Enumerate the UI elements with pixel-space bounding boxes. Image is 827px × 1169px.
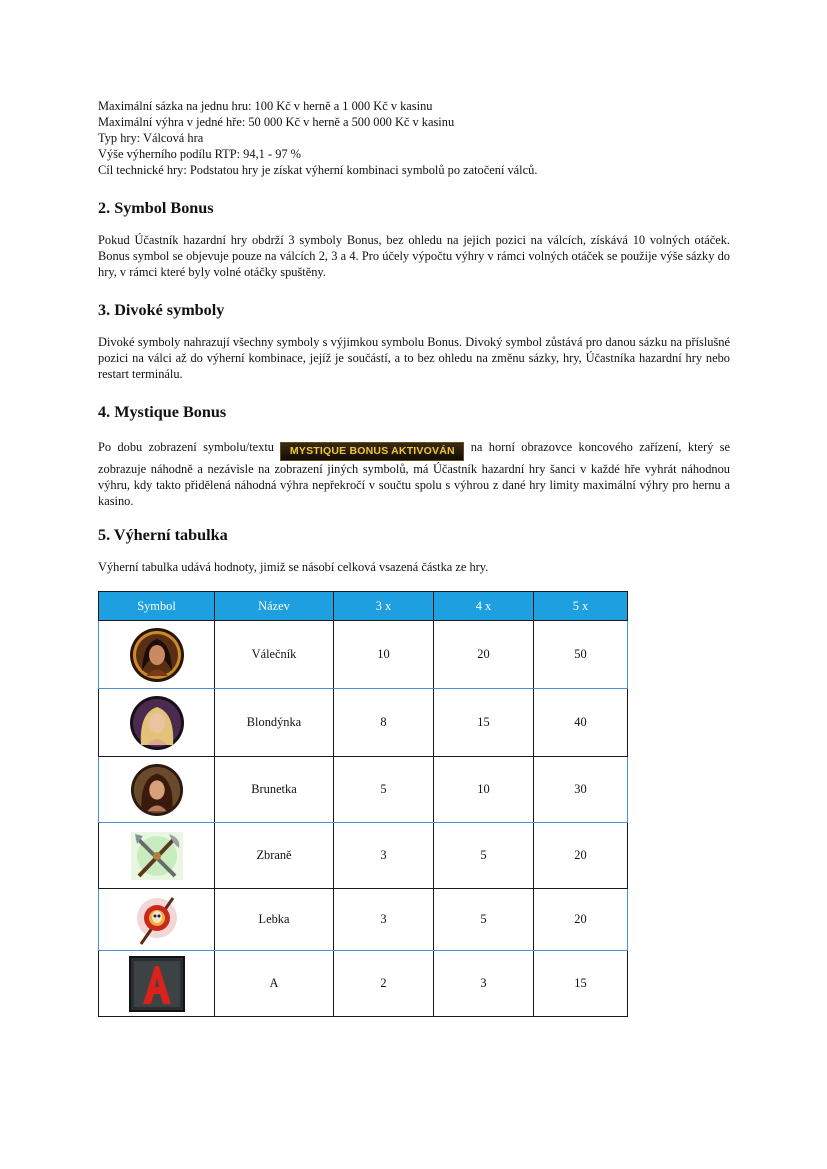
section-text: Výherní tabulka udává hodnoty, jimiž se násobí celková vsazená částka ze hry. — [98, 560, 489, 574]
symbol-cell — [99, 823, 215, 889]
info-game-type: Typ hry: Válcová hra — [98, 131, 204, 145]
skull-mace-icon — [129, 892, 185, 948]
table-row — [99, 757, 628, 823]
crossed-weapons-icon — [129, 830, 185, 882]
table-row — [99, 621, 628, 689]
payout-3x: 3 — [334, 889, 434, 951]
symbol-cell — [99, 889, 215, 951]
section-text: Pokud Účastník hazardní hry obdrží 3 symboly Bonus, bez ohledu na jejich pozici na válcích, získává 10 volných otáček. Bonus symbol se objevuje pouze na válcích 2, 3 a 4. Pro účely výpočtu výhry v rámci volných otáček se použije výše sázky do hry, v rámci které byly volné otáčky spuštěny. — [98, 233, 730, 279]
payout-4x: 3 — [434, 951, 534, 1017]
symbol-name: Zbraně — [215, 823, 334, 889]
info-max-win: Maximální výhra v jedné hře: 50 000 Kč v herně a 500 000 Kč v kasinu — [98, 115, 455, 129]
payout-3x: 2 — [334, 951, 434, 1017]
section-symbol-bonus — [98, 198, 730, 280]
header-4x: 4 x — [434, 592, 534, 621]
section-wild-symbols — [98, 300, 730, 382]
payout-4x: 5 — [434, 823, 534, 889]
info-rtp: Výše výherního podílu RTP: 94,1 - 97 % — [98, 147, 301, 161]
section-heading: 2. Symbol Bonus — [98, 199, 214, 217]
game-info — [98, 98, 537, 178]
symbol-cell — [99, 689, 215, 757]
symbol-cell — [99, 757, 215, 823]
symbol-name: Lebka — [215, 889, 334, 951]
section-paytable — [98, 525, 730, 575]
info-max-bet: Maximální sázka na jednu hru: 100 Kč v herně a 1 000 Kč v kasinu — [98, 99, 433, 113]
mystique-bonus-badge: MYSTIQUE BONUS AKTIVOVÁN — [280, 442, 464, 461]
payout-5x: 50 — [534, 621, 628, 689]
text-before-badge: Po dobu zobrazení symbolu/textu — [98, 440, 281, 454]
section-heading: 4. Mystique Bonus — [98, 403, 227, 421]
payout-3x: 10 — [334, 621, 434, 689]
section-heading: 3. Divoké symboly — [98, 301, 225, 319]
table-row — [99, 951, 628, 1017]
warrior-portrait-icon — [129, 627, 185, 683]
header-5x: 5 x — [534, 592, 628, 621]
header-symbol: Symbol — [99, 592, 215, 621]
section-text: Divoké symboly nahrazují všechny symboly s výjimkou symbolu Bonus. Divoký symbol zůstává pro danou sázku na příslušné pozici na válci až do výherní kombinace, jejíž je součástí, a to bez ohledu na změnu sázky, hry, Účastníka hazardní hry nebo restart terminálu. — [98, 335, 730, 381]
section-mystique-bonus — [98, 402, 730, 509]
header-3x: 3 x — [334, 592, 434, 621]
brunette-portrait-icon — [130, 763, 184, 817]
header-name: Název — [215, 592, 334, 621]
symbol-name: Blondýnka — [215, 689, 334, 757]
payout-4x: 5 — [434, 889, 534, 951]
letter-a-icon — [129, 956, 185, 1012]
payout-3x: 3 — [334, 823, 434, 889]
payout-4x: 20 — [434, 621, 534, 689]
payout-5x: 15 — [534, 951, 628, 1017]
table-row — [99, 889, 628, 951]
info-goal: Cíl technické hry: Podstatou hry je získat výherní kombinaci symbolů po zatočení válců. — [98, 163, 538, 177]
payout-4x: 15 — [434, 689, 534, 757]
paytable-header-row — [99, 592, 628, 621]
payout-3x: 5 — [334, 757, 434, 823]
payout-3x: 8 — [334, 689, 434, 757]
paytable — [98, 591, 628, 1017]
payout-5x: 30 — [534, 757, 628, 823]
payout-5x: 40 — [534, 689, 628, 757]
symbol-name: Válečník — [215, 621, 334, 689]
symbol-name: A — [215, 951, 334, 1017]
payout-5x: 20 — [534, 889, 628, 951]
section-text — [98, 439, 730, 509]
symbol-cell — [99, 621, 215, 689]
symbol-cell — [99, 951, 215, 1017]
table-row — [99, 823, 628, 889]
symbol-name: Brunetka — [215, 757, 334, 823]
blonde-portrait-icon — [129, 695, 185, 751]
table-row — [99, 689, 628, 757]
section-heading: 5. Výherní tabulka — [98, 526, 228, 544]
payout-5x: 20 — [534, 823, 628, 889]
text-after-badge: na horní obrazovce koncového zařízení, který se zobrazuje náhodně a nezávisle na zobrazení jiných symbolů, má Účastník hazardní hry šanci v každé hře vyhrát náhodnou výhru, kdy takto přidělená náhodná výhra nepřekročí v součtu spolu s výhrou z dané hry limity maximální výhry pro hernu a kasino. — [98, 440, 731, 508]
payout-4x: 10 — [434, 757, 534, 823]
